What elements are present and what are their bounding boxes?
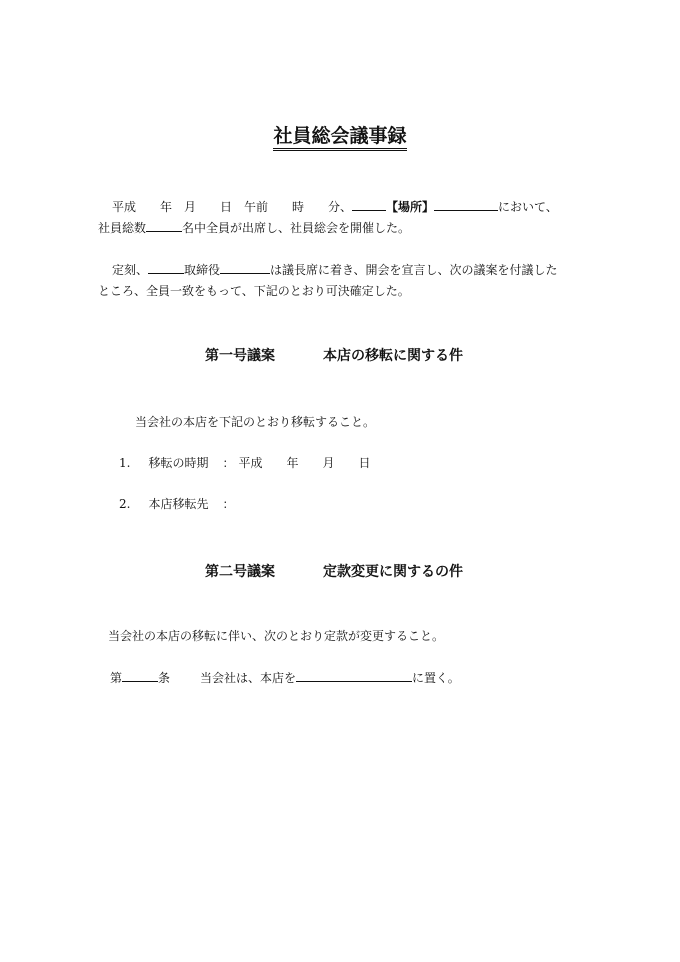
item1-label: 移転の時期 (148, 456, 209, 470)
blank-new-address (296, 670, 412, 682)
item1-value: 平成 年 月 日 (238, 456, 371, 470)
article-suffix: 条 (158, 671, 171, 685)
agenda2-article (110, 670, 460, 686)
director-label: 取締役 (184, 263, 221, 277)
blank-members (146, 220, 182, 232)
intro-line-4: ところ、全員一致をもって、下記のとおり可決確定した。 (98, 284, 410, 298)
item2-colon: ： (222, 497, 235, 511)
agenda2-heading (205, 563, 463, 581)
document-title: 社員総会議事録 (273, 125, 406, 151)
blank-time (352, 199, 386, 211)
article-text: 当会社は、本店を (200, 671, 297, 685)
agenda2-subject: 定款変更に関するの件 (323, 564, 463, 580)
agenda1-subject: 本店の移転に関する件 (323, 348, 463, 364)
intro-line-3 (112, 262, 558, 278)
agenda2-label: 第二号議案 (205, 564, 275, 580)
item2-number: 2. (119, 497, 131, 511)
blank-place (434, 199, 498, 211)
blank-director (220, 262, 270, 274)
intro-line-2 (98, 220, 410, 236)
agenda1-item2 (119, 496, 234, 512)
teikoku-label: 定刻、 (112, 263, 149, 277)
item1-colon: ： (222, 456, 235, 470)
members-label: 社員総数 (98, 221, 147, 235)
intro-nioite: において、 (498, 200, 558, 214)
agenda1-body: 当会社の本店を下記のとおり移転すること。 (135, 415, 376, 429)
document-title-wrap (0, 124, 680, 148)
item2-label: 本店移転先 (148, 497, 209, 511)
article-prefix: 第 (110, 671, 123, 685)
agenda1-label: 第一号議案 (205, 348, 275, 364)
article-end: に置く。 (412, 671, 460, 685)
attendance-text: 名中全員が出席し、社員総会を開催した。 (182, 221, 411, 235)
intro-date-time: 平成 年 月 日 午前 時 分、 (112, 200, 353, 214)
agenda2-body: 当会社の本店の移転に伴い、次のとおり定款が変更すること。 (108, 629, 445, 643)
chair-text: は議長席に着き、開会を宣言し、次の議案を付議した (270, 263, 558, 277)
blank-article-number (122, 670, 158, 682)
place-label: 【場所】 (386, 200, 435, 214)
agenda1-heading (205, 347, 463, 365)
item1-number: 1. (119, 456, 131, 470)
blank-time-2 (148, 262, 184, 274)
agenda1-item1 (119, 455, 371, 471)
intro-line-1 (112, 199, 558, 215)
